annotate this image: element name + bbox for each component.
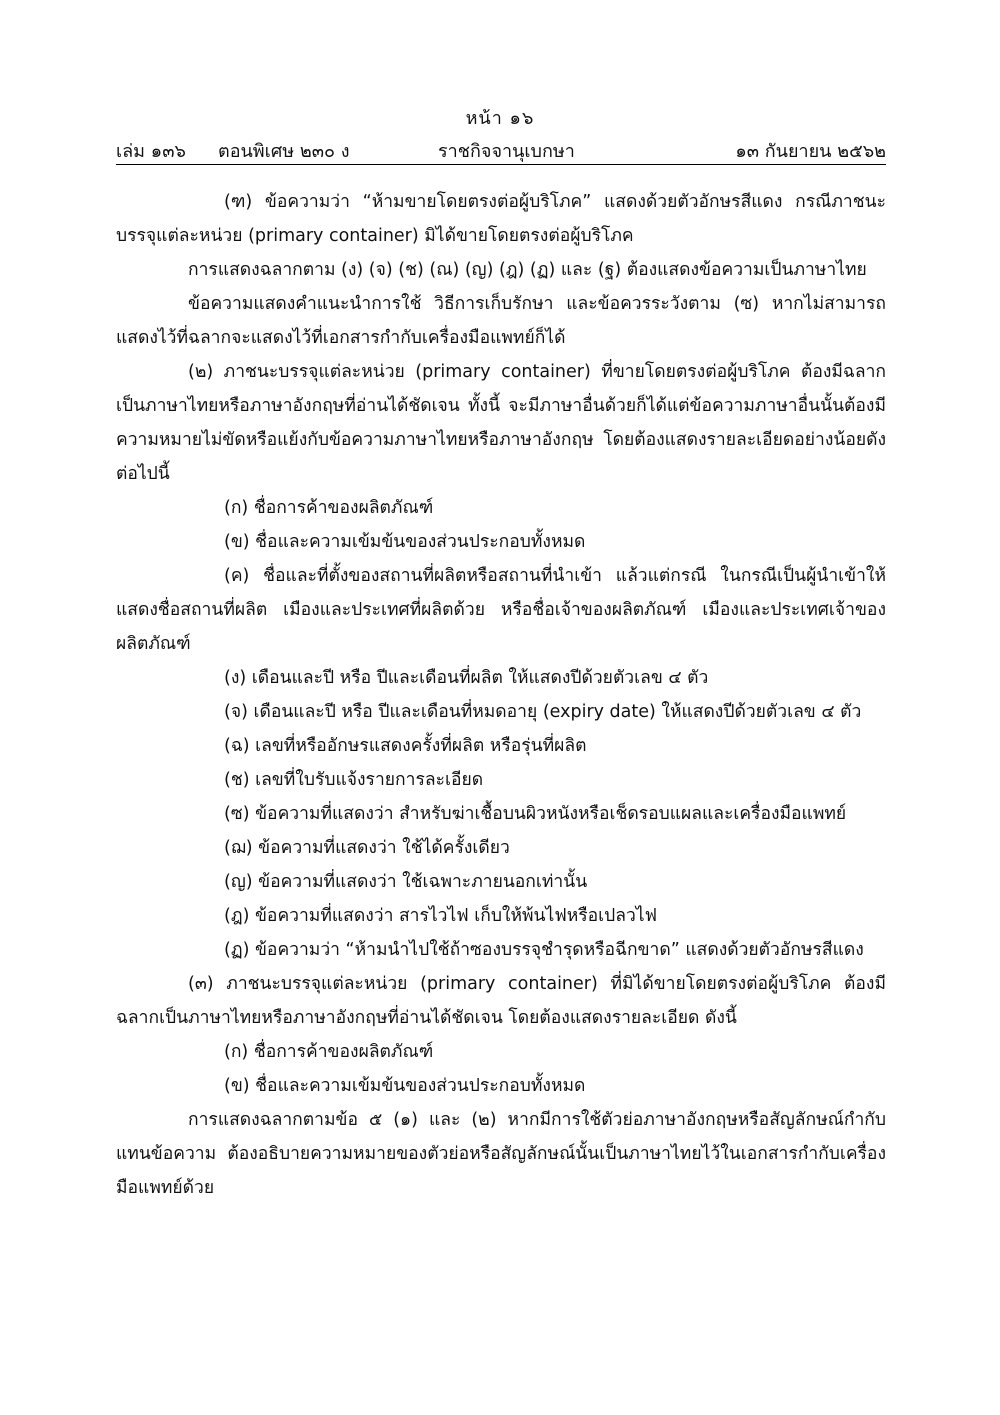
- gazette-header: [116, 136, 886, 160]
- list-item: (ง) เดือนและปี หรือ ปีและเดือนที่ผลิต ให้แสดงปีด้วยตัวเลข ๔ ตัว: [224, 668, 709, 688]
- paragraph: ข้อความแสดงคำแนะนำการใช้ วิธีการเก็บรักษา และข้อควรระวังตาม (ซ) หากไม่สามารถแสดงไว้ที่ฉลากจะแสดงไว้ที่เอกสารกำกับเครื่องมือแพทย์ก็ได้: [116, 294, 886, 348]
- gazette-name: ราชกิจจานุเบกษา: [438, 141, 575, 162]
- list-item: (ก) ชื่อการค้าของผลิตภัณฑ์: [224, 498, 434, 518]
- paragraph: (๓) ภาชนะบรรจุแต่ละหน่วย (primary container) ที่มิได้ขายโดยตรงต่อผู้บริโภค ต้องมีฉลากเป็นภาษาไทยหรือภาษาอังกฤษที่อ่านได้ชัดเจน โดยต้องแสดงรายละเอียด ดังนี้: [116, 974, 886, 1028]
- list-item: (ข) ชื่อและความเข้มข้นของส่วนประกอบทั้งหมด: [224, 1076, 586, 1096]
- paragraph: (ฑ) ข้อความว่า “ห้ามขายโดยตรงต่อผู้บริโภค” แสดงด้วยตัวอักษรสีแดง กรณีภาชนะบรรจุแต่ละหน่วย (primary container) มิได้ขายโดยตรงต่อผู้บริโภค: [116, 192, 886, 246]
- list-item: (ข) ชื่อและความเข้มข้นของส่วนประกอบทั้งหมด: [224, 532, 586, 552]
- header-divider: [116, 164, 886, 165]
- list-item: (ฉ) เลขที่หรืออักษรแสดงครั้งที่ผลิต หรือรุ่นที่ผลิต: [224, 736, 587, 756]
- paragraph: การแสดงฉลากตาม (ง) (จ) (ช) (ณ) (ญ) (ฎ) (ฏ) และ (ฐ) ต้องแสดงข้อความเป็นภาษาไทย: [188, 260, 867, 280]
- paragraph: (๒) ภาชนะบรรจุแต่ละหน่วย (primary container) ที่ขายโดยตรงต่อผู้บริโภค ต้องมีฉลากเป็นภาษาไทยหรือภาษาอังกฤษที่อ่านได้ชัดเจน ทั้งนี้ จะมีภาษาอื่นด้วยก็ได้แต่ข้อความภาษาอื่นนั้นต้องมีความหมายไม่ขัดหรือแย้งกับข้อความภาษาไทยหรือภาษาอังกฤษ โดยต้องแสดงรายละเอียดอย่างน้อยดังต่อไปนี้: [116, 362, 886, 484]
- list-item: (ช) เลขที่ใบรับแจ้งรายการละเอียด: [224, 770, 484, 790]
- list-item: (ฏ) ข้อความว่า “ห้ามนำไปใช้ถ้าซองบรรจุชำรุดหรือฉีกขาด” แสดงด้วยตัวอักษรสีแดง: [224, 940, 864, 960]
- list-item: (ฎ) ข้อความที่แสดงว่า สารไวไฟ เก็บให้พ้นไฟหรือเปลวไฟ: [224, 906, 657, 926]
- list-item: (ก) ชื่อการค้าของผลิตภัณฑ์: [224, 1042, 434, 1062]
- list-item: (ฌ) ข้อความที่แสดงว่า ใช้ได้ครั้งเดียว: [224, 838, 510, 858]
- list-item: (จ) เดือนและปี หรือ ปีและเดือนที่หมดอายุ (expiry date) ให้แสดงปีด้วยตัวเลข ๔ ตัว: [224, 702, 862, 722]
- list-item: (ญ) ข้อความที่แสดงว่า ใช้เฉพาะภายนอกเท่านั้น: [224, 872, 588, 892]
- paragraph: การแสดงฉลากตามข้อ ๕ (๑) และ (๒) หากมีการใช้ตัวย่อภาษาอังกฤษหรือสัญลักษณ์กำกับแทนข้อความ ต้องอธิบายความหมายของตัวย่อหรือสัญลักษณ์นั้นเป็นภาษาไทยไว้ในเอกสารกำกับเครื่องมือแพทย์ด้วย: [116, 1110, 886, 1198]
- list-item: (ซ) ข้อความที่แสดงว่า สำหรับฆ่าเชื้อบนผิวหนังหรือเช็ดรอบแผลและเครื่องมือแพทย์: [224, 804, 847, 824]
- volume-number: เล่ม ๑๓๖: [116, 141, 186, 162]
- page-number: หน้า ๑๖: [465, 108, 535, 129]
- document-body: [116, 185, 886, 1205]
- publication-date: ๑๓ กันยายน ๒๕๖๒: [735, 141, 886, 162]
- issue-number: ตอนพิเศษ ๒๓๐ ง: [218, 141, 350, 162]
- paragraph: (ค) ชื่อและที่ตั้งของสถานที่ผลิตหรือสถานที่นำเข้า แล้วแต่กรณี ในกรณีเป็นผู้นำเข้าให้แสดงชื่อสถานที่ผลิต เมืองและประเทศที่ผลิตด้วย หรือชื่อเจ้าของผลิตภัณฑ์ เมืองและประเทศเจ้าของผลิตภัณฑ์: [116, 566, 886, 654]
